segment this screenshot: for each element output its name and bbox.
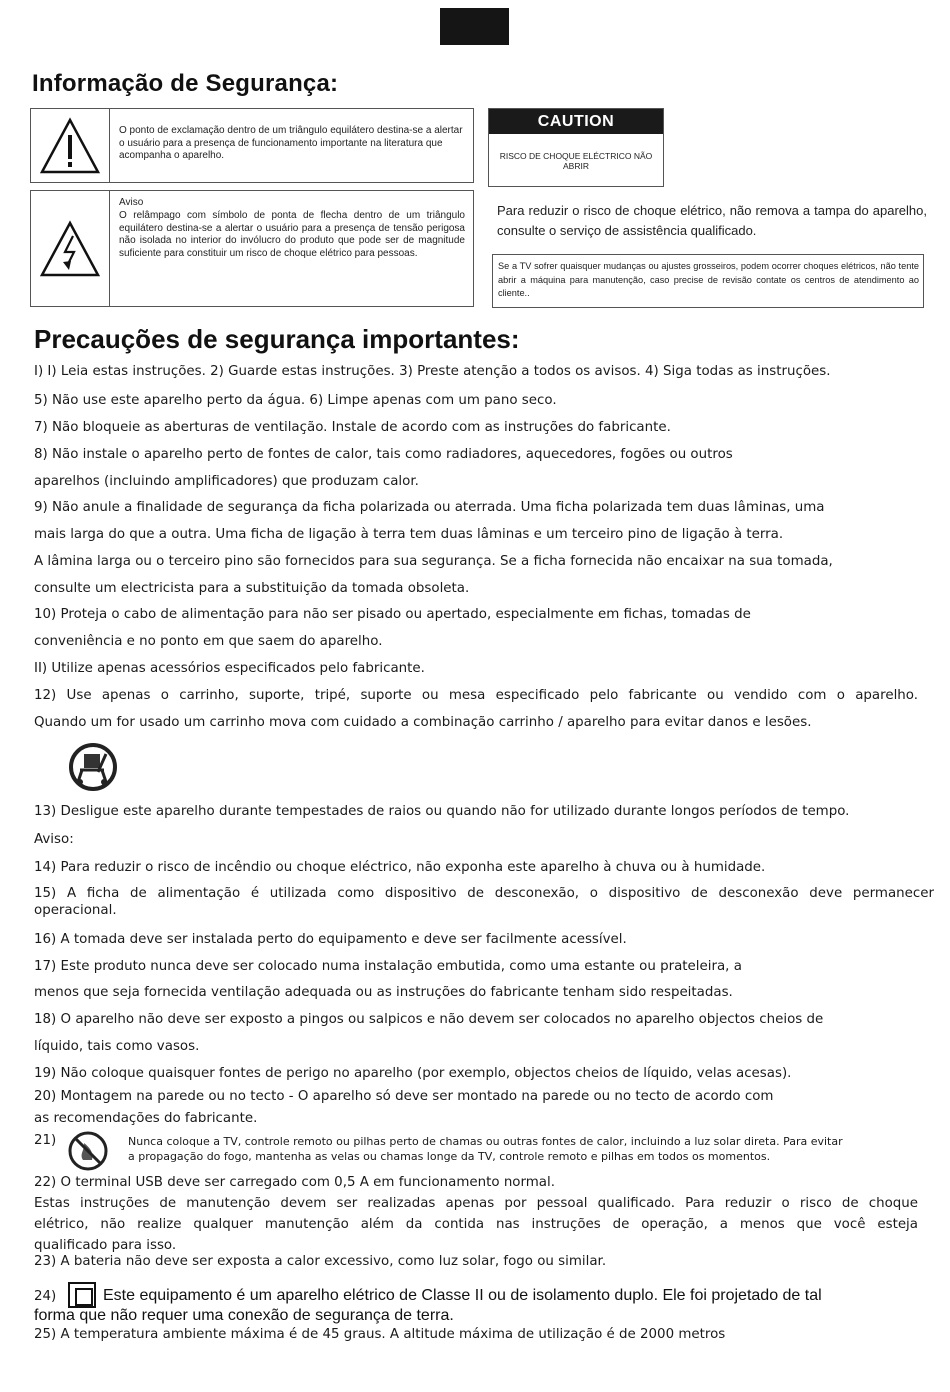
exclamation-warning-box <box>30 108 474 183</box>
instruction-line: consulte um electricista para a substituição da tomada obsoleta. <box>34 581 470 596</box>
shock-note: Para reduzir o risco de choque elétrico, não remova a tampa do aparelho, consulte o serviço de assistência qualificado. <box>497 203 927 238</box>
instruction-line: 5) Não use este aparelho perto da água. 6) Limpe apenas com um pano seco. <box>34 393 557 408</box>
page-title: Informação de Segurança: <box>32 70 339 97</box>
lightning-triangle-icon <box>31 191 110 306</box>
instruction-line: II) Utilize apenas acessórios especificados pelo fabricante. <box>34 661 425 676</box>
tv-note-text: Se a TV sofrer quaisquer mudanças ou ajustes grosseiros, podem ocorrer choques elétricos, não tente abrir a máquina para manutenção, caso precise de revisão contate os centros de atendimento ao cliente.. <box>498 261 919 298</box>
instruction-line: menos que seja fornecida ventilação adequada ou as instruções do fabricante tenham sido respeitadas. <box>34 985 733 1000</box>
instruction-line: forma que não requer uma conexão de segurança de terra. <box>34 1307 454 1324</box>
caution-heading: CAUTION <box>489 109 663 134</box>
instruction-line: Quando um for usado um carrinho mova com cuidado a combinação carrinho / aparelho para evitar danos e lesões. <box>34 715 812 730</box>
class-ii-inner-square <box>75 1288 93 1306</box>
instruction-line: 14) Para reduzir o risco de incêndio ou choque eléctrico, não exponha este aparelho à chuva ou à humidade. <box>34 860 766 875</box>
instruction-line: conveniência e no ponto em que saem do aparelho. <box>34 634 383 649</box>
exclamation-triangle-icon <box>31 109 110 182</box>
lightning-warning-text: O relâmpago com símbolo de ponta de flecha dentro de um triângulo equilátero destina-se a alertar o usuário para a presença de tensão perigosa não isolada no interior do invólucro do produto que pode ser de magnitude suficiente para constituir um risco de choque elétrico para pessoas. <box>119 210 465 259</box>
class-ii-icon <box>68 1282 96 1308</box>
instruction-line: 17) Este produto nunca deve ser colocado numa instalação embutida, como uma estante ou prateleira, a <box>34 959 742 974</box>
instruction-line: Estas instruções de manutenção devem ser realizadas apenas por pessoal qualificado. Para reduzir o risco de choque <box>34 1196 918 1211</box>
instruction-line: qualificado para isso. <box>34 1238 177 1253</box>
instruction-line: 9) Não anule a finalidade de segurança da ficha polarizada ou aterrada. Uma ficha polarizada tem duas lâminas, uma <box>34 500 825 515</box>
caution-label <box>488 108 664 187</box>
instruction-line: 12) Use apenas o carrinho, suporte, tripé, suporte ou mesa especificado pelo fabricante ou vendido com o aparelho. <box>34 688 918 703</box>
lightning-warning-heading: Aviso <box>119 197 144 208</box>
instruction-line: líquido, tais como vasos. <box>34 1039 200 1054</box>
instruction-line: 10) Proteja o cabo de alimentação para não ser pisado ou apertado, especialmente em fichas, tomadas de <box>34 607 751 622</box>
instruction-line: 16) A tomada deve ser instalada perto do equipamento e deve ser facilmente acessível. <box>34 932 627 947</box>
instruction-line: elétrico, não realize qualquer manutenção além da contida nas instruções de operação, a menos que você esteja <box>34 1217 918 1232</box>
instruction-line: a propagação do fogo, mantenha as velas ou chamas longe da TV, controle remoto e pilhas em todos os momentos. <box>128 1150 771 1163</box>
instruction-line: 15) A ficha de alimentação é utilizada como dispositivo de desconexão, o dispositivo de desconexão deve permanecer <box>34 886 934 901</box>
instruction-line: 8) Não instale o aparelho perto de fontes de calor, tais como radiadores, aquecedores, fogões ou outros <box>34 447 733 462</box>
instruction-line: 25) A temperatura ambiente máxima é de 45 graus. A altitude máxima de utilização é de 2000 metros <box>34 1327 726 1342</box>
instruction-number: 21) <box>34 1133 57 1148</box>
instruction-line: 19) Não coloque quaisquer fontes de perigo no aparelho (por exemplo, objectos cheios de líquido, velas acesas). <box>34 1066 792 1081</box>
instruction-line: 7) Não bloqueie as aberturas de ventilação. Instale de acordo com as instruções do fabricante. <box>34 420 671 435</box>
instruction-line: aparelhos (incluindo amplificadores) que produzam calor. <box>34 474 419 489</box>
cart-warning-icon <box>62 742 124 792</box>
instruction-number: 24) <box>34 1289 57 1304</box>
instruction-line: 23) A bateria não deve ser exposta a calor excessivo, como luz solar, fogo ou similar. <box>34 1254 607 1269</box>
instruction-line: 22) O terminal USB deve ser carregado com 0,5 A em funcionamento normal. <box>34 1175 555 1190</box>
lightning-warning-box <box>30 190 474 307</box>
instruction-line: operacional. <box>34 903 117 918</box>
instruction-line: as recomendações do fabricante. <box>34 1111 258 1126</box>
tv-note-box <box>492 254 924 308</box>
caution-text: RISCO DE CHOQUE ELÉCTRICO NÃO ABRIR <box>499 151 653 171</box>
instruction-line: 13) Desligue este aparelho durante tempestades de raios ou quando não for utilizado durante longos períodos de tempo. <box>34 804 850 819</box>
section-title: Precauções de segurança importantes: <box>34 324 520 354</box>
instruction-line: 20) Montagem na parede ou no tecto - O aparelho só deve ser montado na parede ou no tecto de acordo com <box>34 1089 774 1104</box>
instruction-line: A lâmina larga ou o terceiro pino são fornecidos para sua segurança. Se a ficha fornecida não encaixar na sua tomada, <box>34 554 833 569</box>
instruction-line: Aviso: <box>34 832 74 847</box>
exclamation-warning-text: O ponto de exclamação dentro de um triângulo equilátero destina-se a alertar o usuário para a presença de funcionamento importante na literatura que acompanha o aparelho. <box>119 125 463 162</box>
top-tab-block <box>440 8 509 45</box>
instruction-line: Nunca coloque a TV, controle remoto ou pilhas perto de chamas ou outras fontes de calor, incluindo a luz solar direta. Para evitar <box>128 1135 843 1148</box>
instruction-line: Este equipamento é um aparelho elétrico de Classe II ou de isolamento duplo. Ele foi projetado de tal <box>103 1287 822 1304</box>
instruction-line: I) I) Leia estas instruções. 2) Guarde estas instruções. 3) Preste atenção a todos os avisos. 4) Siga todas as instruções. <box>34 364 831 379</box>
instruction-line: 18) O aparelho não deve ser exposto a pingos ou salpicos e não devem ser colocados no aparelho objectos cheios de <box>34 1012 824 1027</box>
no-flame-icon <box>67 1130 109 1172</box>
instruction-line: mais larga do que a outra. Uma ficha de ligação à terra tem duas lâminas e um terceiro pino de ligação à terra. <box>34 527 784 542</box>
